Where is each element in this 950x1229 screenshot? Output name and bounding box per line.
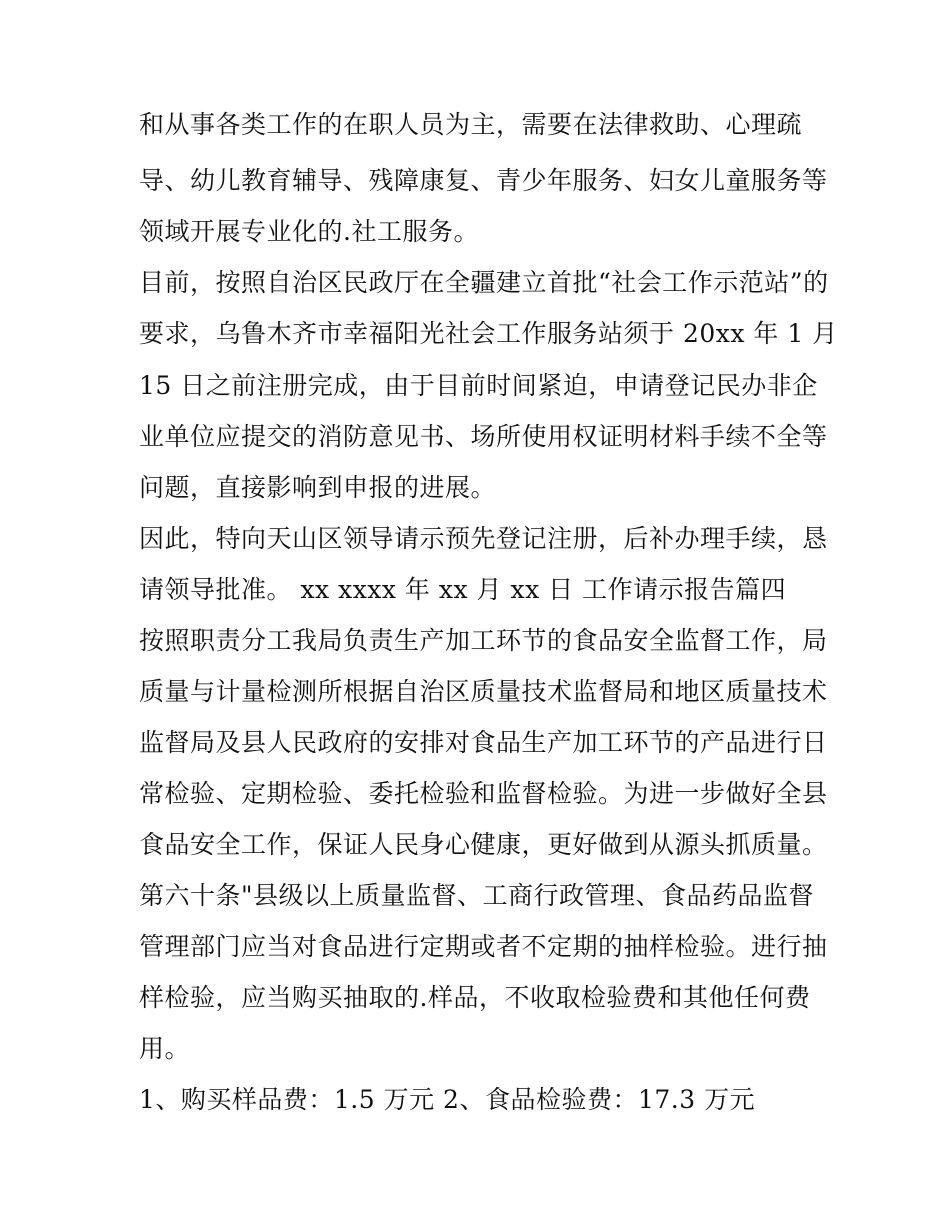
text-line: 因此，特向天山区领导请示预先登记注册，后补办理手续，恳 — [139, 524, 828, 553]
text-line: 领域开展专业化的.社工服务。 — [139, 217, 479, 246]
text-line: 1、购买样品费：1.5 万元 2、食品检验费：17.3 万元 — [139, 1085, 756, 1114]
text-line: 导、幼儿教育辅导、残障康复、青少年服务、妇女儿童服务等 — [139, 166, 828, 195]
text-line: 监督局及县人民政府的安排对食品生产加工环节的产品进行日 — [139, 728, 828, 757]
text-line: 15 日之前注册完成，由于目前时间紧迫，申请登记民办非企 — [139, 371, 818, 400]
text-line: 质量与计量检测所根据自治区质量技术监督局和地区质量技术 — [139, 677, 828, 706]
text-line: 按照职责分工我局负责生产加工环节的食品安全监督工作，局 — [139, 626, 828, 655]
text-line: 目前，按照自治区民政厅在全疆建立首批“社会工作示范站”的 — [139, 268, 829, 297]
text-line: 用。 — [139, 1034, 191, 1063]
text-line: 管理部门应当对食品进行定期或者不定期的抽样检验。进行抽 — [139, 932, 828, 961]
text-line: 业单位应提交的消防意见书、场所使用权证明材料手续不全等 — [139, 422, 828, 451]
text-line: 要求，乌鲁木齐市幸福阳光社会工作服务站须于 20xx 年 1 月 — [139, 319, 838, 348]
text-line: 常检验、定期检验、委托检验和监督检验。为进一步做好全县 — [139, 779, 828, 808]
text-line: 第六十条"县级以上质量监督、工商行政管理、食品药品监督 — [139, 881, 815, 910]
text-line: 问题，直接影响到申报的进展。 — [139, 473, 497, 502]
text-line: 请领导批准。 xx xxxx 年 xx 月 xx 日 工作请示报告篇四 — [139, 575, 787, 604]
text-line: 样检验，应当购买抽取的.样品，不收取检验费和其他任何费 — [139, 983, 811, 1012]
text-line: 食品安全工作，保证人民身心健康，更好做到从源头抓质量。 — [139, 830, 828, 859]
text-line: 和从事各类工作的在职人员为主，需要在法律救助、心理疏 — [139, 110, 803, 139]
